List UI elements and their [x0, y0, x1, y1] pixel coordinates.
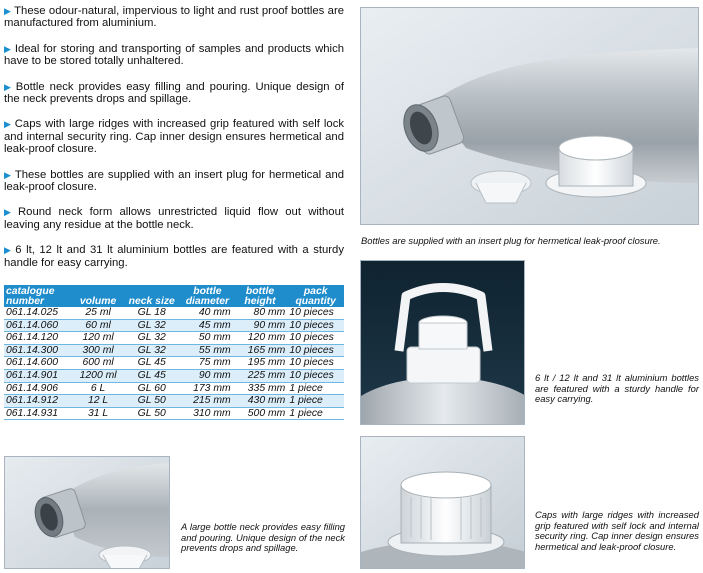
cell-neck-size: GL 50 — [121, 407, 182, 420]
cell-catalogue-number: 061.14.060 — [4, 319, 75, 332]
cell-height: 225 mm — [233, 369, 288, 382]
cell-pack-quantity: 10 pieces — [287, 319, 344, 332]
cell-pack-quantity: 10 pieces — [287, 344, 344, 357]
header-line: volume — [79, 295, 117, 307]
cell-neck-size: GL 32 — [121, 319, 182, 332]
header-neck-size — [121, 285, 182, 307]
table-row — [4, 319, 344, 332]
cell-volume: 120 ml — [75, 332, 122, 345]
feature-text: Round neck form allows unrestricted liquid flow out without leaving any residue at the bottle neck. — [4, 206, 344, 231]
cell-volume: 1200 ml — [75, 369, 122, 382]
table-row — [4, 357, 344, 370]
feature-text: Ideal for storing and transporting of samples and products which have to be stored totally unhaltered. — [4, 42, 344, 68]
caption-handle: 6 lt / 12 lt and 31 lt aluminium bottles are featured with a sturdy handle for easy carrying. — [535, 372, 699, 405]
feature-text: Bottle neck provides easy filling and pouring. Unique design of the neck prevents drops and spillage. — [4, 80, 344, 106]
cell-neck-size: GL 18 — [121, 307, 182, 319]
header-catalogue-number — [4, 285, 75, 307]
header-line: bottle — [193, 286, 222, 297]
cell-neck-size: GL 60 — [121, 382, 182, 395]
cell-diameter: 55 mm — [182, 344, 233, 357]
cell-neck-size: GL 32 — [121, 332, 182, 345]
bottle-neck-illustration — [5, 457, 170, 569]
cell-diameter: 215 mm — [182, 395, 233, 408]
cell-height: 80 mm — [233, 307, 288, 319]
cell-pack-quantity: 10 pieces — [287, 307, 344, 319]
cell-catalogue-number: 061.14.300 — [4, 344, 75, 357]
cell-height: 90 mm — [233, 319, 288, 332]
cell-diameter: 50 mm — [182, 332, 233, 345]
table-row — [4, 382, 344, 395]
cell-pack-quantity: 1 piece — [287, 407, 344, 420]
photo-bottle-handle — [360, 260, 525, 425]
triangle-right-icon: ▶ — [4, 6, 12, 16]
feature-item — [4, 81, 344, 106]
feature-item — [4, 43, 344, 68]
cell-catalogue-number: 061.14.931 — [4, 407, 75, 420]
triangle-right-icon: ▶ — [4, 119, 12, 130]
triangle-right-icon: ▶ — [4, 245, 13, 256]
feature-item — [4, 5, 344, 30]
feature-item — [4, 244, 344, 269]
feature-text: These odour-natural, impervious to light and rust proof bottles are manufactured from aluminium. — [4, 5, 344, 30]
cell-height: 120 mm — [233, 332, 288, 345]
triangle-right-icon: ▶ — [4, 43, 12, 54]
cell-catalogue-number: 061.14.120 — [4, 332, 75, 345]
caption-insert-plug: Bottles are supplied with an insert plug for hermetical leak-proof closure. — [361, 235, 661, 246]
feature-text: 6 lt, 12 lt and 31 lt aluminium bottles are featured with a sturdy handle for easy carrying. — [4, 244, 344, 269]
cell-diameter: 173 mm — [182, 382, 233, 395]
cell-pack-quantity: 10 pieces — [287, 357, 344, 370]
cell-catalogue-number: 061.14.901 — [4, 369, 75, 382]
cell-neck-size: GL 32 — [121, 344, 182, 357]
cell-volume: 300 ml — [75, 344, 122, 357]
header-line: diameter — [185, 295, 230, 307]
cell-volume: 6 L — [75, 382, 122, 395]
cell-pack-quantity: 1 piece — [287, 382, 344, 395]
cell-catalogue-number: 061.14.912 — [4, 395, 75, 408]
bottle-plug-cap-illustration — [361, 8, 699, 225]
cell-height: 195 mm — [233, 357, 288, 370]
header-line: number — [6, 295, 45, 307]
header-line: pack — [303, 286, 328, 297]
cell-volume: 12 L — [75, 395, 122, 408]
cell-height: 500 mm — [233, 407, 288, 420]
header-line: bottle — [245, 286, 275, 297]
header-line: catalogue — [6, 286, 55, 297]
table-row — [4, 332, 344, 345]
cap-closeup-illustration — [361, 437, 525, 569]
cell-volume: 25 ml — [75, 307, 122, 319]
cell-volume: 600 ml — [75, 357, 122, 370]
cell-catalogue-number: 061.14.906 — [4, 382, 75, 395]
photo-bottle-plug-cap — [360, 7, 699, 225]
cell-volume: 60 ml — [75, 319, 122, 332]
table-row — [4, 307, 344, 319]
table-row — [4, 344, 344, 357]
cell-pack-quantity: 10 pieces — [287, 332, 344, 345]
cell-neck-size: GL 45 — [121, 357, 182, 370]
cell-diameter: 75 mm — [182, 357, 233, 370]
cell-pack-quantity: 1 piece — [287, 395, 344, 408]
cell-pack-quantity: 10 pieces — [287, 369, 344, 382]
cell-diameter: 90 mm — [182, 369, 233, 382]
header-pack-quantity — [287, 285, 344, 307]
feature-item — [4, 206, 344, 231]
caption-caps: Caps with large ridges with increased grip featured with self lock and internal security ring. Cap inner design ensures hermetical and leak-proof closure. — [535, 509, 699, 552]
triangle-right-icon: ▶ — [4, 207, 16, 218]
header-volume — [75, 285, 122, 307]
cell-height: 335 mm — [233, 382, 288, 395]
table-row — [4, 369, 344, 382]
cell-volume: 31 L — [75, 407, 122, 420]
cell-neck-size: GL 50 — [121, 395, 182, 408]
feature-item — [4, 118, 344, 155]
feature-list — [4, 5, 344, 282]
triangle-right-icon: ▶ — [4, 169, 12, 180]
product-table — [4, 285, 344, 420]
header-line: height — [244, 295, 276, 307]
caption-neck: A large bottle neck provides easy filling and pouring. Unique design of the neck prevents drops and spillage. — [181, 521, 345, 554]
cell-diameter: 40 mm — [182, 307, 233, 319]
cell-height: 430 mm — [233, 395, 288, 408]
cell-diameter: 310 mm — [182, 407, 233, 420]
cell-height: 165 mm — [233, 344, 288, 357]
header-line: quantity — [295, 295, 336, 307]
cell-catalogue-number: 061.14.025 — [4, 307, 75, 319]
photo-bottle-neck — [4, 456, 170, 569]
triangle-right-icon: ▶ — [4, 81, 13, 92]
table-header-row — [4, 285, 344, 307]
header-line: neck size — [128, 295, 175, 307]
photo-cap-closeup — [360, 436, 525, 569]
feature-item — [4, 169, 344, 194]
cell-diameter: 45 mm — [182, 319, 233, 332]
cell-catalogue-number: 061.14.600 — [4, 357, 75, 370]
table-row — [4, 395, 344, 408]
feature-text: Caps with large ridges with increased grip featured with self lock and internal security ring. Cap inner design ensures hermetical and leak-proof closure. — [4, 118, 345, 156]
header-bottle-diameter — [182, 285, 233, 307]
bottle-handle-illustration — [361, 261, 525, 425]
table-row — [4, 407, 344, 420]
feature-text: These bottles are supplied with an insert plug for hermetical and leak-proof closure. — [4, 168, 345, 194]
cell-neck-size: GL 45 — [121, 369, 182, 382]
header-bottle-height — [233, 285, 288, 307]
